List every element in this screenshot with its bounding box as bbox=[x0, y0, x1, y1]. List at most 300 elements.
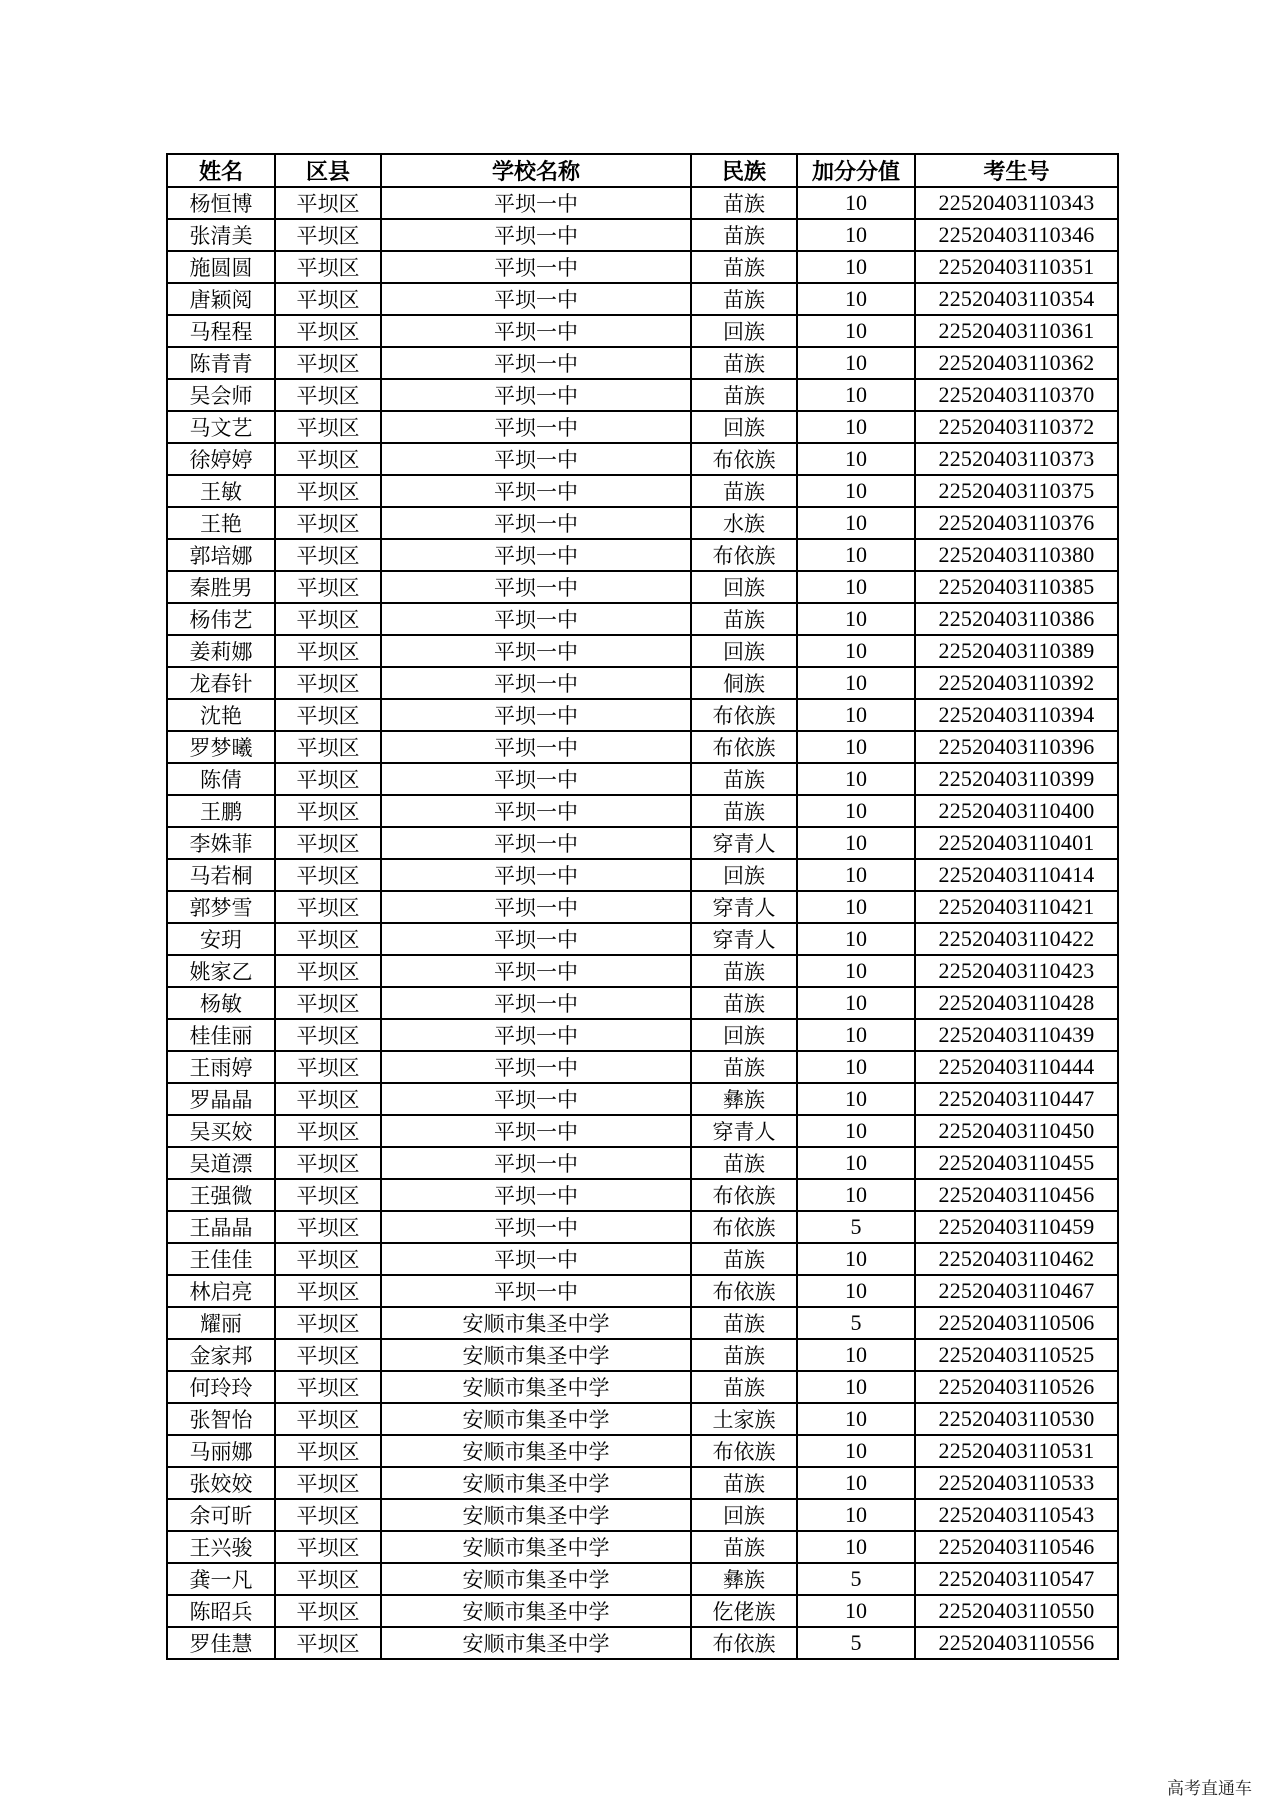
cell-name: 施圆圆 bbox=[167, 251, 275, 283]
cell-name: 姚家乙 bbox=[167, 955, 275, 987]
cell-candidate-number: 22520403110414 bbox=[915, 859, 1118, 891]
cell-school: 安顺市集圣中学 bbox=[381, 1435, 691, 1467]
cell-candidate-number: 22520403110506 bbox=[915, 1307, 1118, 1339]
cell-district: 平坝区 bbox=[275, 667, 381, 699]
cell-ethnicity: 苗族 bbox=[691, 603, 797, 635]
cell-name: 郭梦雪 bbox=[167, 891, 275, 923]
cell-name: 唐颖阅 bbox=[167, 283, 275, 315]
cell-ethnicity: 回族 bbox=[691, 635, 797, 667]
table-row bbox=[167, 763, 1118, 795]
cell-ethnicity: 苗族 bbox=[691, 1339, 797, 1371]
cell-ethnicity: 布依族 bbox=[691, 731, 797, 763]
table-row bbox=[167, 411, 1118, 443]
cell-district: 平坝区 bbox=[275, 1339, 381, 1371]
cell-ethnicity: 苗族 bbox=[691, 1243, 797, 1275]
cell-school: 平坝一中 bbox=[381, 347, 691, 379]
cell-district: 平坝区 bbox=[275, 571, 381, 603]
cell-candidate-number: 22520403110362 bbox=[915, 347, 1118, 379]
cell-candidate-number: 22520403110450 bbox=[915, 1115, 1118, 1147]
table-header-row bbox=[167, 154, 1118, 187]
table-row bbox=[167, 1627, 1118, 1659]
cell-name: 张姣姣 bbox=[167, 1467, 275, 1499]
table-row bbox=[167, 379, 1118, 411]
cell-name: 王晶晶 bbox=[167, 1211, 275, 1243]
cell-district: 平坝区 bbox=[275, 635, 381, 667]
cell-bonus-points: 10 bbox=[797, 1019, 915, 1051]
table-row bbox=[167, 1435, 1118, 1467]
cell-candidate-number: 22520403110526 bbox=[915, 1371, 1118, 1403]
cell-school: 平坝一中 bbox=[381, 795, 691, 827]
cell-name: 马若桐 bbox=[167, 859, 275, 891]
cell-candidate-number: 22520403110456 bbox=[915, 1179, 1118, 1211]
cell-district: 平坝区 bbox=[275, 1531, 381, 1563]
table-row bbox=[167, 1083, 1118, 1115]
cell-ethnicity: 苗族 bbox=[691, 1531, 797, 1563]
cell-ethnicity: 穿青人 bbox=[691, 923, 797, 955]
cell-district: 平坝区 bbox=[275, 1147, 381, 1179]
cell-candidate-number: 22520403110351 bbox=[915, 251, 1118, 283]
cell-bonus-points: 10 bbox=[797, 859, 915, 891]
table-row bbox=[167, 859, 1118, 891]
cell-name: 龙春针 bbox=[167, 667, 275, 699]
cell-candidate-number: 22520403110455 bbox=[915, 1147, 1118, 1179]
cell-candidate-number: 22520403110547 bbox=[915, 1563, 1118, 1595]
cell-ethnicity: 布依族 bbox=[691, 1275, 797, 1307]
cell-bonus-points: 5 bbox=[797, 1563, 915, 1595]
cell-bonus-points: 10 bbox=[797, 923, 915, 955]
cell-district: 平坝区 bbox=[275, 603, 381, 635]
cell-ethnicity: 布依族 bbox=[691, 443, 797, 475]
cell-school: 平坝一中 bbox=[381, 539, 691, 571]
header-school: 学校名称 bbox=[381, 154, 691, 187]
cell-bonus-points: 10 bbox=[797, 1499, 915, 1531]
cell-candidate-number: 22520403110530 bbox=[915, 1403, 1118, 1435]
cell-candidate-number: 22520403110543 bbox=[915, 1499, 1118, 1531]
cell-ethnicity: 布依族 bbox=[691, 1627, 797, 1659]
cell-bonus-points: 10 bbox=[797, 1371, 915, 1403]
table-row bbox=[167, 699, 1118, 731]
table-body bbox=[167, 187, 1118, 1659]
cell-name: 陈青青 bbox=[167, 347, 275, 379]
table-row bbox=[167, 795, 1118, 827]
cell-ethnicity: 土家族 bbox=[691, 1403, 797, 1435]
cell-district: 平坝区 bbox=[275, 891, 381, 923]
cell-candidate-number: 22520403110396 bbox=[915, 731, 1118, 763]
cell-school: 平坝一中 bbox=[381, 251, 691, 283]
cell-ethnicity: 苗族 bbox=[691, 1371, 797, 1403]
cell-name: 陈昭兵 bbox=[167, 1595, 275, 1627]
cell-school: 平坝一中 bbox=[381, 635, 691, 667]
cell-ethnicity: 穿青人 bbox=[691, 827, 797, 859]
cell-name: 杨敏 bbox=[167, 987, 275, 1019]
cell-bonus-points: 10 bbox=[797, 539, 915, 571]
table-row bbox=[167, 635, 1118, 667]
cell-school: 平坝一中 bbox=[381, 187, 691, 219]
cell-district: 平坝区 bbox=[275, 987, 381, 1019]
cell-bonus-points: 10 bbox=[797, 1531, 915, 1563]
cell-school: 平坝一中 bbox=[381, 1211, 691, 1243]
cell-candidate-number: 22520403110373 bbox=[915, 443, 1118, 475]
cell-district: 平坝区 bbox=[275, 1115, 381, 1147]
cell-ethnicity: 水族 bbox=[691, 507, 797, 539]
cell-ethnicity: 彝族 bbox=[691, 1083, 797, 1115]
cell-district: 平坝区 bbox=[275, 827, 381, 859]
cell-bonus-points: 10 bbox=[797, 443, 915, 475]
cell-school: 平坝一中 bbox=[381, 891, 691, 923]
cell-bonus-points: 10 bbox=[797, 347, 915, 379]
cell-district: 平坝区 bbox=[275, 411, 381, 443]
cell-name: 王鹏 bbox=[167, 795, 275, 827]
table-row bbox=[167, 603, 1118, 635]
cell-ethnicity: 苗族 bbox=[691, 763, 797, 795]
cell-ethnicity: 苗族 bbox=[691, 347, 797, 379]
cell-bonus-points: 10 bbox=[797, 251, 915, 283]
cell-name: 罗梦曦 bbox=[167, 731, 275, 763]
header-bonus-points: 加分分值 bbox=[797, 154, 915, 187]
cell-name: 徐婷婷 bbox=[167, 443, 275, 475]
cell-district: 平坝区 bbox=[275, 1051, 381, 1083]
cell-ethnicity: 苗族 bbox=[691, 219, 797, 251]
cell-district: 平坝区 bbox=[275, 859, 381, 891]
table-row bbox=[167, 923, 1118, 955]
table-row bbox=[167, 187, 1118, 219]
cell-candidate-number: 22520403110375 bbox=[915, 475, 1118, 507]
cell-bonus-points: 10 bbox=[797, 507, 915, 539]
cell-bonus-points: 10 bbox=[797, 1179, 915, 1211]
cell-name: 桂佳丽 bbox=[167, 1019, 275, 1051]
cell-school: 平坝一中 bbox=[381, 1051, 691, 1083]
cell-ethnicity: 布依族 bbox=[691, 1179, 797, 1211]
table-row bbox=[167, 507, 1118, 539]
cell-name: 马丽娜 bbox=[167, 1435, 275, 1467]
cell-bonus-points: 10 bbox=[797, 795, 915, 827]
cell-district: 平坝区 bbox=[275, 539, 381, 571]
cell-district: 平坝区 bbox=[275, 1467, 381, 1499]
cell-ethnicity: 回族 bbox=[691, 1499, 797, 1531]
cell-candidate-number: 22520403110422 bbox=[915, 923, 1118, 955]
cell-bonus-points: 10 bbox=[797, 667, 915, 699]
cell-district: 平坝区 bbox=[275, 1211, 381, 1243]
cell-school: 平坝一中 bbox=[381, 763, 691, 795]
cell-ethnicity: 苗族 bbox=[691, 1147, 797, 1179]
cell-name: 余可昕 bbox=[167, 1499, 275, 1531]
cell-bonus-points: 10 bbox=[797, 1275, 915, 1307]
cell-name: 王雨婷 bbox=[167, 1051, 275, 1083]
table-row bbox=[167, 1211, 1118, 1243]
table-row bbox=[167, 1595, 1118, 1627]
cell-candidate-number: 22520403110389 bbox=[915, 635, 1118, 667]
cell-bonus-points: 10 bbox=[797, 315, 915, 347]
cell-ethnicity: 苗族 bbox=[691, 251, 797, 283]
table-row bbox=[167, 1371, 1118, 1403]
cell-ethnicity: 回族 bbox=[691, 315, 797, 347]
cell-ethnicity: 苗族 bbox=[691, 283, 797, 315]
cell-school: 平坝一中 bbox=[381, 379, 691, 411]
cell-ethnicity: 苗族 bbox=[691, 987, 797, 1019]
cell-name: 姜莉娜 bbox=[167, 635, 275, 667]
cell-bonus-points: 10 bbox=[797, 955, 915, 987]
cell-candidate-number: 22520403110392 bbox=[915, 667, 1118, 699]
cell-bonus-points: 10 bbox=[797, 699, 915, 731]
cell-ethnicity: 苗族 bbox=[691, 795, 797, 827]
cell-bonus-points: 10 bbox=[797, 571, 915, 603]
cell-bonus-points: 10 bbox=[797, 891, 915, 923]
cell-bonus-points: 10 bbox=[797, 1339, 915, 1371]
cell-bonus-points: 10 bbox=[797, 475, 915, 507]
cell-school: 安顺市集圣中学 bbox=[381, 1563, 691, 1595]
cell-candidate-number: 22520403110401 bbox=[915, 827, 1118, 859]
cell-school: 安顺市集圣中学 bbox=[381, 1627, 691, 1659]
cell-name: 何玲玲 bbox=[167, 1371, 275, 1403]
cell-bonus-points: 10 bbox=[797, 1243, 915, 1275]
cell-bonus-points: 10 bbox=[797, 283, 915, 315]
cell-bonus-points: 5 bbox=[797, 1627, 915, 1659]
cell-school: 平坝一中 bbox=[381, 603, 691, 635]
cell-candidate-number: 22520403110533 bbox=[915, 1467, 1118, 1499]
cell-school: 平坝一中 bbox=[381, 443, 691, 475]
cell-candidate-number: 22520403110372 bbox=[915, 411, 1118, 443]
cell-district: 平坝区 bbox=[275, 443, 381, 475]
header-name: 姓名 bbox=[167, 154, 275, 187]
table-row bbox=[167, 1563, 1118, 1595]
cell-bonus-points: 10 bbox=[797, 379, 915, 411]
cell-name: 杨伟艺 bbox=[167, 603, 275, 635]
cell-district: 平坝区 bbox=[275, 1563, 381, 1595]
cell-district: 平坝区 bbox=[275, 1243, 381, 1275]
cell-district: 平坝区 bbox=[275, 1499, 381, 1531]
table-row bbox=[167, 1307, 1118, 1339]
cell-school: 平坝一中 bbox=[381, 315, 691, 347]
cell-bonus-points: 10 bbox=[797, 987, 915, 1019]
cell-candidate-number: 22520403110421 bbox=[915, 891, 1118, 923]
cell-school: 平坝一中 bbox=[381, 571, 691, 603]
header-ethnicity: 民族 bbox=[691, 154, 797, 187]
cell-name: 金家邦 bbox=[167, 1339, 275, 1371]
cell-district: 平坝区 bbox=[275, 379, 381, 411]
cell-name: 吴买姣 bbox=[167, 1115, 275, 1147]
cell-name: 王敏 bbox=[167, 475, 275, 507]
cell-school: 安顺市集圣中学 bbox=[381, 1531, 691, 1563]
cell-ethnicity: 回族 bbox=[691, 411, 797, 443]
cell-school: 安顺市集圣中学 bbox=[381, 1467, 691, 1499]
cell-candidate-number: 22520403110546 bbox=[915, 1531, 1118, 1563]
cell-school: 安顺市集圣中学 bbox=[381, 1307, 691, 1339]
cell-school: 平坝一中 bbox=[381, 1179, 691, 1211]
cell-name: 吴道漂 bbox=[167, 1147, 275, 1179]
cell-district: 平坝区 bbox=[275, 1595, 381, 1627]
cell-school: 平坝一中 bbox=[381, 955, 691, 987]
cell-bonus-points: 10 bbox=[797, 1083, 915, 1115]
cell-ethnicity: 苗族 bbox=[691, 955, 797, 987]
table-row bbox=[167, 891, 1118, 923]
cell-school: 平坝一中 bbox=[381, 987, 691, 1019]
cell-ethnicity: 布依族 bbox=[691, 539, 797, 571]
cell-school: 平坝一中 bbox=[381, 667, 691, 699]
cell-district: 平坝区 bbox=[275, 699, 381, 731]
cell-district: 平坝区 bbox=[275, 795, 381, 827]
cell-school: 平坝一中 bbox=[381, 923, 691, 955]
table-row bbox=[167, 1019, 1118, 1051]
table-row bbox=[167, 827, 1118, 859]
cell-bonus-points: 10 bbox=[797, 827, 915, 859]
cell-district: 平坝区 bbox=[275, 219, 381, 251]
cell-candidate-number: 22520403110361 bbox=[915, 315, 1118, 347]
cell-candidate-number: 22520403110467 bbox=[915, 1275, 1118, 1307]
table-row bbox=[167, 571, 1118, 603]
cell-bonus-points: 10 bbox=[797, 1595, 915, 1627]
table-row bbox=[167, 219, 1118, 251]
cell-school: 平坝一中 bbox=[381, 731, 691, 763]
cell-district: 平坝区 bbox=[275, 1371, 381, 1403]
cell-district: 平坝区 bbox=[275, 187, 381, 219]
cell-school: 平坝一中 bbox=[381, 283, 691, 315]
cell-name: 杨恒博 bbox=[167, 187, 275, 219]
cell-district: 平坝区 bbox=[275, 283, 381, 315]
cell-ethnicity: 布依族 bbox=[691, 699, 797, 731]
cell-name: 郭培娜 bbox=[167, 539, 275, 571]
cell-candidate-number: 22520403110439 bbox=[915, 1019, 1118, 1051]
table-row bbox=[167, 1179, 1118, 1211]
cell-school: 平坝一中 bbox=[381, 1275, 691, 1307]
cell-candidate-number: 22520403110428 bbox=[915, 987, 1118, 1019]
cell-school: 平坝一中 bbox=[381, 827, 691, 859]
cell-name: 王兴骏 bbox=[167, 1531, 275, 1563]
cell-bonus-points: 10 bbox=[797, 1147, 915, 1179]
cell-school: 平坝一中 bbox=[381, 1115, 691, 1147]
cell-candidate-number: 22520403110400 bbox=[915, 795, 1118, 827]
cell-district: 平坝区 bbox=[275, 475, 381, 507]
cell-name: 沈艳 bbox=[167, 699, 275, 731]
table-row bbox=[167, 955, 1118, 987]
cell-ethnicity: 仡佬族 bbox=[691, 1595, 797, 1627]
table-row bbox=[167, 1115, 1118, 1147]
cell-ethnicity: 苗族 bbox=[691, 1051, 797, 1083]
cell-school: 平坝一中 bbox=[381, 859, 691, 891]
cell-name: 吴会师 bbox=[167, 379, 275, 411]
cell-ethnicity: 苗族 bbox=[691, 379, 797, 411]
table-row bbox=[167, 1499, 1118, 1531]
cell-candidate-number: 22520403110386 bbox=[915, 603, 1118, 635]
cell-candidate-number: 22520403110346 bbox=[915, 219, 1118, 251]
cell-ethnicity: 布依族 bbox=[691, 1435, 797, 1467]
cell-district: 平坝区 bbox=[275, 507, 381, 539]
cell-candidate-number: 22520403110550 bbox=[915, 1595, 1118, 1627]
cell-district: 平坝区 bbox=[275, 1083, 381, 1115]
cell-school: 平坝一中 bbox=[381, 1243, 691, 1275]
cell-district: 平坝区 bbox=[275, 347, 381, 379]
table-row bbox=[167, 475, 1118, 507]
cell-candidate-number: 22520403110354 bbox=[915, 283, 1118, 315]
cell-bonus-points: 10 bbox=[797, 731, 915, 763]
cell-district: 平坝区 bbox=[275, 251, 381, 283]
cell-bonus-points: 10 bbox=[797, 219, 915, 251]
cell-bonus-points: 10 bbox=[797, 603, 915, 635]
table-row bbox=[167, 315, 1118, 347]
footer-watermark: 高考直通车 bbox=[1167, 1779, 1252, 1799]
cell-school: 安顺市集圣中学 bbox=[381, 1499, 691, 1531]
cell-candidate-number: 22520403110385 bbox=[915, 571, 1118, 603]
cell-ethnicity: 穿青人 bbox=[691, 1115, 797, 1147]
cell-school: 平坝一中 bbox=[381, 1019, 691, 1051]
cell-bonus-points: 10 bbox=[797, 1467, 915, 1499]
cell-candidate-number: 22520403110447 bbox=[915, 1083, 1118, 1115]
cell-district: 平坝区 bbox=[275, 923, 381, 955]
table-row bbox=[167, 1147, 1118, 1179]
table-row bbox=[167, 731, 1118, 763]
cell-ethnicity: 回族 bbox=[691, 1019, 797, 1051]
cell-bonus-points: 10 bbox=[797, 763, 915, 795]
cell-school: 平坝一中 bbox=[381, 507, 691, 539]
cell-school: 平坝一中 bbox=[381, 219, 691, 251]
cell-bonus-points: 10 bbox=[797, 1115, 915, 1147]
cell-name: 王艳 bbox=[167, 507, 275, 539]
cell-ethnicity: 苗族 bbox=[691, 1467, 797, 1499]
cell-name: 秦胜男 bbox=[167, 571, 275, 603]
cell-candidate-number: 22520403110531 bbox=[915, 1435, 1118, 1467]
cell-candidate-number: 22520403110459 bbox=[915, 1211, 1118, 1243]
cell-school: 安顺市集圣中学 bbox=[381, 1595, 691, 1627]
cell-ethnicity: 穿青人 bbox=[691, 891, 797, 923]
table-row bbox=[167, 1051, 1118, 1083]
cell-candidate-number: 22520403110376 bbox=[915, 507, 1118, 539]
cell-bonus-points: 10 bbox=[797, 1435, 915, 1467]
cell-name: 安玥 bbox=[167, 923, 275, 955]
cell-name: 耀丽 bbox=[167, 1307, 275, 1339]
cell-school: 平坝一中 bbox=[381, 411, 691, 443]
cell-district: 平坝区 bbox=[275, 955, 381, 987]
table-row bbox=[167, 1403, 1118, 1435]
cell-district: 平坝区 bbox=[275, 763, 381, 795]
cell-bonus-points: 10 bbox=[797, 635, 915, 667]
table-row bbox=[167, 347, 1118, 379]
cell-bonus-points: 5 bbox=[797, 1211, 915, 1243]
cell-ethnicity: 回族 bbox=[691, 571, 797, 603]
cell-name: 王佳佳 bbox=[167, 1243, 275, 1275]
table-row bbox=[167, 1467, 1118, 1499]
cell-school: 平坝一中 bbox=[381, 475, 691, 507]
header-candidate-number: 考生号 bbox=[915, 154, 1118, 187]
cell-ethnicity: 布依族 bbox=[691, 1211, 797, 1243]
table-row bbox=[167, 443, 1118, 475]
cell-bonus-points: 5 bbox=[797, 1307, 915, 1339]
cell-candidate-number: 22520403110556 bbox=[915, 1627, 1118, 1659]
cell-district: 平坝区 bbox=[275, 1627, 381, 1659]
cell-district: 平坝区 bbox=[275, 1307, 381, 1339]
cell-bonus-points: 10 bbox=[797, 1403, 915, 1435]
cell-ethnicity: 侗族 bbox=[691, 667, 797, 699]
cell-candidate-number: 22520403110380 bbox=[915, 539, 1118, 571]
cell-school: 安顺市集圣中学 bbox=[381, 1403, 691, 1435]
cell-ethnicity: 苗族 bbox=[691, 1307, 797, 1339]
cell-ethnicity: 回族 bbox=[691, 859, 797, 891]
cell-name: 林启亮 bbox=[167, 1275, 275, 1307]
header-district: 区县 bbox=[275, 154, 381, 187]
table-row bbox=[167, 667, 1118, 699]
table-row bbox=[167, 539, 1118, 571]
cell-school: 平坝一中 bbox=[381, 1147, 691, 1179]
cell-name: 张清美 bbox=[167, 219, 275, 251]
cell-candidate-number: 22520403110370 bbox=[915, 379, 1118, 411]
cell-school: 安顺市集圣中学 bbox=[381, 1339, 691, 1371]
cell-bonus-points: 10 bbox=[797, 411, 915, 443]
cell-bonus-points: 10 bbox=[797, 1051, 915, 1083]
cell-district: 平坝区 bbox=[275, 1403, 381, 1435]
cell-candidate-number: 22520403110444 bbox=[915, 1051, 1118, 1083]
table-row bbox=[167, 1243, 1118, 1275]
cell-district: 平坝区 bbox=[275, 315, 381, 347]
cell-ethnicity: 彝族 bbox=[691, 1563, 797, 1595]
cell-name: 李姝菲 bbox=[167, 827, 275, 859]
